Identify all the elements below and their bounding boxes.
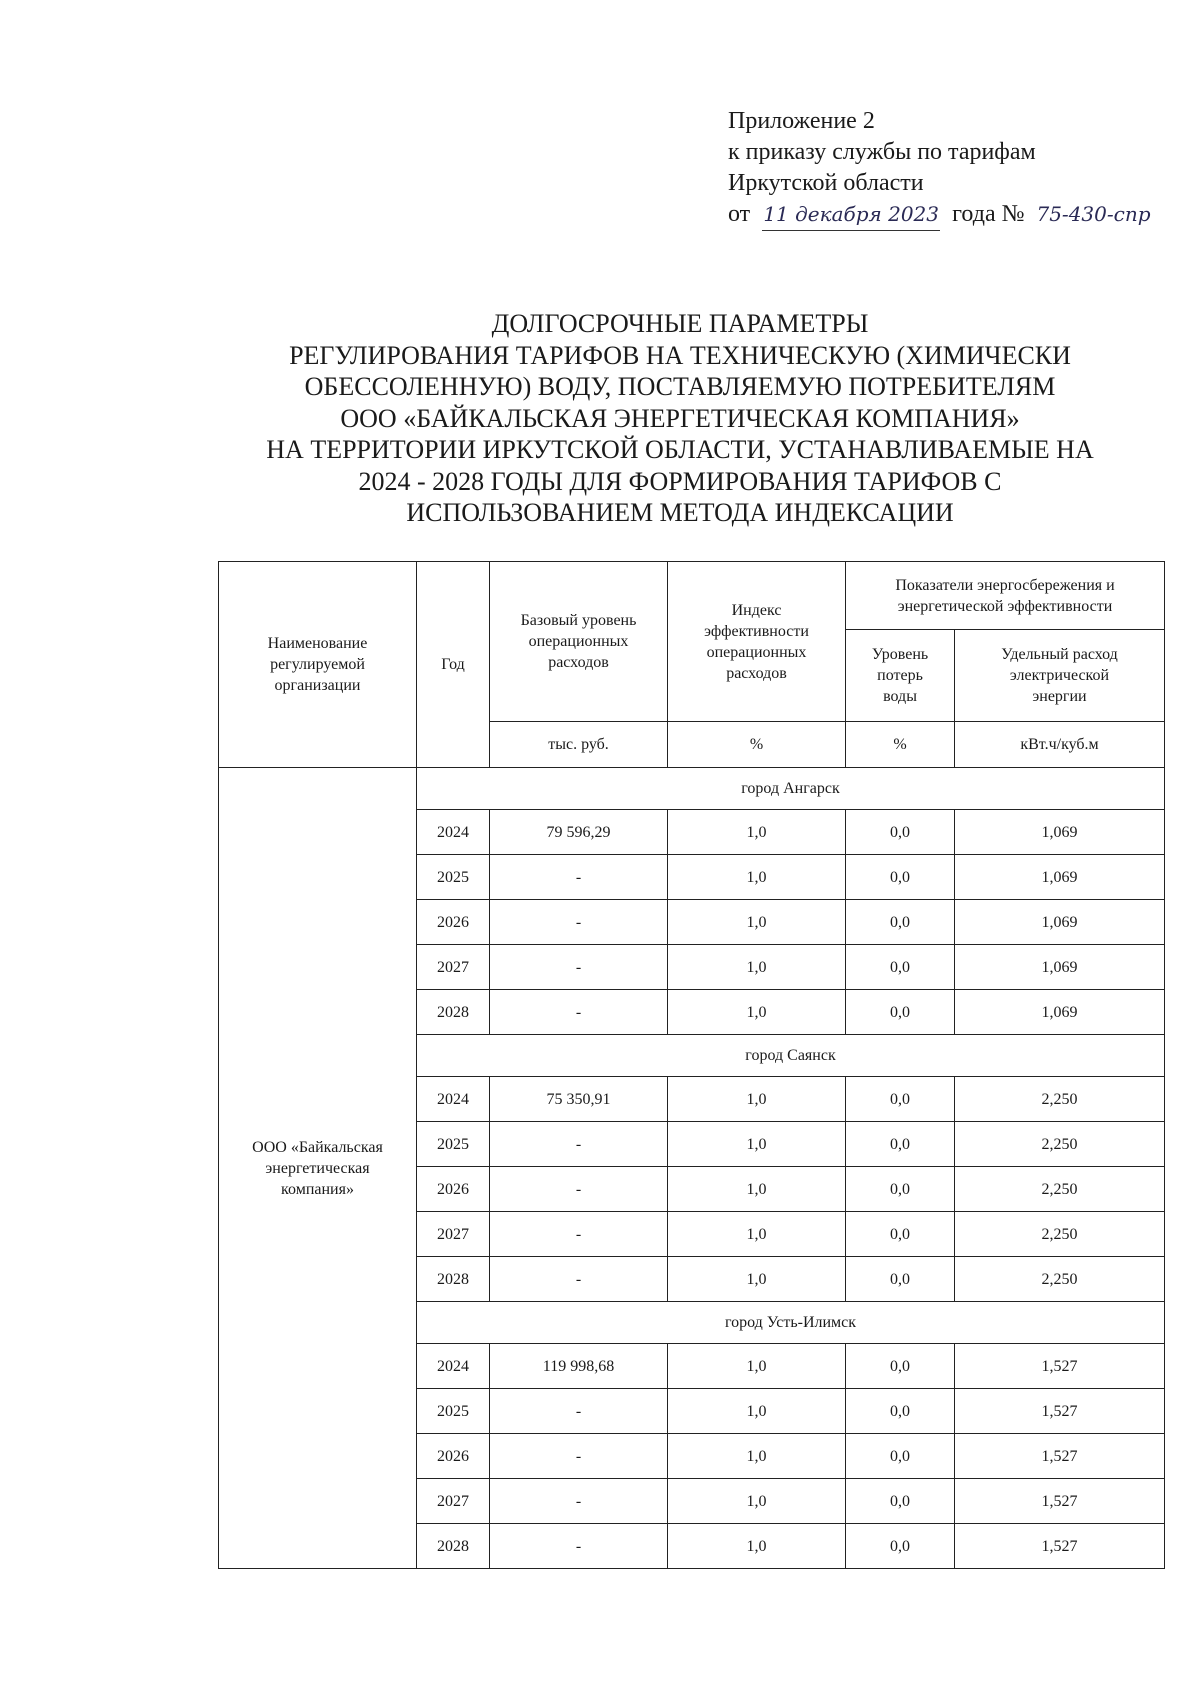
water-loss-cell: 0,0 xyxy=(846,1434,955,1479)
document-title xyxy=(200,308,1160,529)
base-level-cell: - xyxy=(490,1479,668,1524)
unit-energy-consumption: кВт.ч/куб.м xyxy=(955,722,1165,768)
appendix-line-4 xyxy=(728,199,1153,231)
energy-consumption-cell: 1,069 xyxy=(955,855,1165,900)
water-loss-cell: 0,0 xyxy=(846,1122,955,1167)
energy-consumption-cell: 1,527 xyxy=(955,1389,1165,1434)
base-level-cell: - xyxy=(490,900,668,945)
header-year: Год xyxy=(417,562,490,768)
year-cell: 2028 xyxy=(417,1524,490,1569)
water-loss-cell: 0,0 xyxy=(846,1167,955,1212)
appendix-line-2: к приказу службы по тарифам xyxy=(728,139,1036,165)
header-base-level: Базовый уровень операционных расходов xyxy=(490,562,668,722)
water-loss-cell: 0,0 xyxy=(846,1524,955,1569)
efficiency-index-cell: 1,0 xyxy=(668,990,846,1035)
efficiency-index-cell: 1,0 xyxy=(668,1167,846,1212)
city-section-row xyxy=(219,768,1165,810)
efficiency-index-cell: 1,0 xyxy=(668,1122,846,1167)
unit-base-level: тыс. руб. xyxy=(490,722,668,768)
energy-consumption-cell: 2,250 xyxy=(955,1212,1165,1257)
year-cell: 2024 xyxy=(417,1344,490,1389)
energy-consumption-cell: 2,250 xyxy=(955,1167,1165,1212)
energy-consumption-cell: 2,250 xyxy=(955,1122,1165,1167)
year-cell: 2027 xyxy=(417,945,490,990)
base-level-cell: 75 350,91 xyxy=(490,1077,668,1122)
energy-consumption-cell: 2,250 xyxy=(955,1257,1165,1302)
water-loss-cell: 0,0 xyxy=(846,1212,955,1257)
appendix-year-label: года № xyxy=(952,201,1025,227)
energy-consumption-cell: 1,069 xyxy=(955,900,1165,945)
year-cell: 2025 xyxy=(417,1389,490,1434)
efficiency-index-cell: 1,0 xyxy=(668,1434,846,1479)
base-level-cell: 119 998,68 xyxy=(490,1344,668,1389)
appendix-from-label: от xyxy=(728,201,751,227)
efficiency-index-cell: 1,0 xyxy=(668,810,846,855)
header-organization: Наименование регулируемой организации xyxy=(219,562,417,768)
handwritten-date: 11 декабря 2023 xyxy=(762,199,940,231)
energy-consumption-cell: 1,069 xyxy=(955,945,1165,990)
title-line-3: ОБЕССОЛЕННУЮ) ВОДУ, ПОСТАВЛЯЕМУЮ ПОТРЕБИТЕЛЯМ xyxy=(304,372,1056,401)
base-level-cell: - xyxy=(490,1257,668,1302)
base-level-cell: - xyxy=(490,855,668,900)
base-level-cell: 79 596,29 xyxy=(490,810,668,855)
efficiency-index-cell: 1,0 xyxy=(668,1077,846,1122)
city-name: город Ангарск xyxy=(417,768,1165,810)
title-line-6: 2024 - 2028 ГОДЫ ДЛЯ ФОРМИРОВАНИЯ ТАРИФОВ С xyxy=(358,466,1002,496)
base-level-cell: - xyxy=(490,945,668,990)
energy-consumption-cell: 1,527 xyxy=(955,1524,1165,1569)
base-level-cell: - xyxy=(490,1122,668,1167)
energy-consumption-cell: 1,527 xyxy=(955,1434,1165,1479)
water-loss-cell: 0,0 xyxy=(846,1257,955,1302)
city-name: город Усть-Илимск xyxy=(417,1302,1165,1344)
appendix-line-3: Иркутской области xyxy=(728,170,924,196)
year-cell: 2026 xyxy=(417,1167,490,1212)
water-loss-cell: 0,0 xyxy=(846,810,955,855)
water-loss-cell: 0,0 xyxy=(846,990,955,1035)
title-line-4: ООО «БАЙКАЛЬСКАЯ ЭНЕРГЕТИЧЕСКАЯ КОМПАНИЯ» xyxy=(340,403,1020,433)
energy-consumption-cell: 2,250 xyxy=(955,1077,1165,1122)
water-loss-cell: 0,0 xyxy=(846,1389,955,1434)
year-cell: 2026 xyxy=(417,900,490,945)
header-water-loss: Уровень потерь воды xyxy=(846,630,955,722)
base-level-cell: - xyxy=(490,1167,668,1212)
base-level-cell: - xyxy=(490,1389,668,1434)
year-cell: 2025 xyxy=(417,1122,490,1167)
water-loss-cell: 0,0 xyxy=(846,1077,955,1122)
water-loss-cell: 0,0 xyxy=(846,855,955,900)
energy-consumption-cell: 1,069 xyxy=(955,990,1165,1035)
energy-consumption-cell: 1,527 xyxy=(955,1479,1165,1524)
water-loss-cell: 0,0 xyxy=(846,1479,955,1524)
year-cell: 2024 xyxy=(417,810,490,855)
header-row-1 xyxy=(219,562,1165,630)
header-efficiency-index: Индекс эффективности операционных расходов xyxy=(668,562,846,722)
title-line-2: РЕГУЛИРОВАНИЯ ТАРИФОВ НА ТЕХНИЧЕСКУЮ (ХИМИЧЕСКИ xyxy=(289,340,1071,370)
efficiency-index-cell: 1,0 xyxy=(668,1344,846,1389)
year-cell: 2026 xyxy=(417,1434,490,1479)
efficiency-index-cell: 1,0 xyxy=(668,945,846,990)
efficiency-index-cell: 1,0 xyxy=(668,1389,846,1434)
unit-water-loss: % xyxy=(846,722,955,768)
appendix-line-1: Приложение 2 xyxy=(728,108,875,134)
efficiency-index-cell: 1,0 xyxy=(668,855,846,900)
year-cell: 2028 xyxy=(417,1257,490,1302)
city-name: город Саянск xyxy=(417,1035,1165,1077)
water-loss-cell: 0,0 xyxy=(846,1344,955,1389)
efficiency-index-cell: 1,0 xyxy=(668,900,846,945)
year-cell: 2028 xyxy=(417,990,490,1035)
header-energy-indicators-group: Показатели энергосбережения и энергетической эффективности xyxy=(846,562,1165,630)
tariff-parameters-table xyxy=(218,561,1165,1569)
base-level-cell: - xyxy=(490,1524,668,1569)
title-line-1: ДОЛГОСРОЧНЫЕ ПАРАМЕТРЫ xyxy=(491,309,869,338)
base-level-cell: - xyxy=(490,990,668,1035)
year-cell: 2024 xyxy=(417,1077,490,1122)
year-cell: 2027 xyxy=(417,1479,490,1524)
handwritten-order-number: 75-430-спр xyxy=(1036,202,1151,226)
year-cell: 2025 xyxy=(417,855,490,900)
water-loss-cell: 0,0 xyxy=(846,945,955,990)
efficiency-index-cell: 1,0 xyxy=(668,1524,846,1569)
base-level-cell: - xyxy=(490,1212,668,1257)
year-cell: 2027 xyxy=(417,1212,490,1257)
title-line-7: ИСПОЛЬЗОВАНИЕМ МЕТОДА ИНДЕКСАЦИИ xyxy=(406,498,954,527)
efficiency-index-cell: 1,0 xyxy=(668,1257,846,1302)
base-level-cell: - xyxy=(490,1434,668,1479)
energy-consumption-cell: 1,069 xyxy=(955,810,1165,855)
title-line-5: НА ТЕРРИТОРИИ ИРКУТСКОЙ ОБЛАСТИ, УСТАНАВЛИВАЕМЫЕ НА xyxy=(266,435,1094,464)
unit-efficiency-index: % xyxy=(668,722,846,768)
header-energy-consumption: Удельный расход электрической энергии xyxy=(955,630,1165,722)
water-loss-cell: 0,0 xyxy=(846,900,955,945)
efficiency-index-cell: 1,0 xyxy=(668,1212,846,1257)
appendix-block xyxy=(728,106,1153,231)
organization-name-cell: ООО «Байкальская энергетическая компания» xyxy=(219,768,417,1569)
efficiency-index-cell: 1,0 xyxy=(668,1479,846,1524)
energy-consumption-cell: 1,527 xyxy=(955,1344,1165,1389)
